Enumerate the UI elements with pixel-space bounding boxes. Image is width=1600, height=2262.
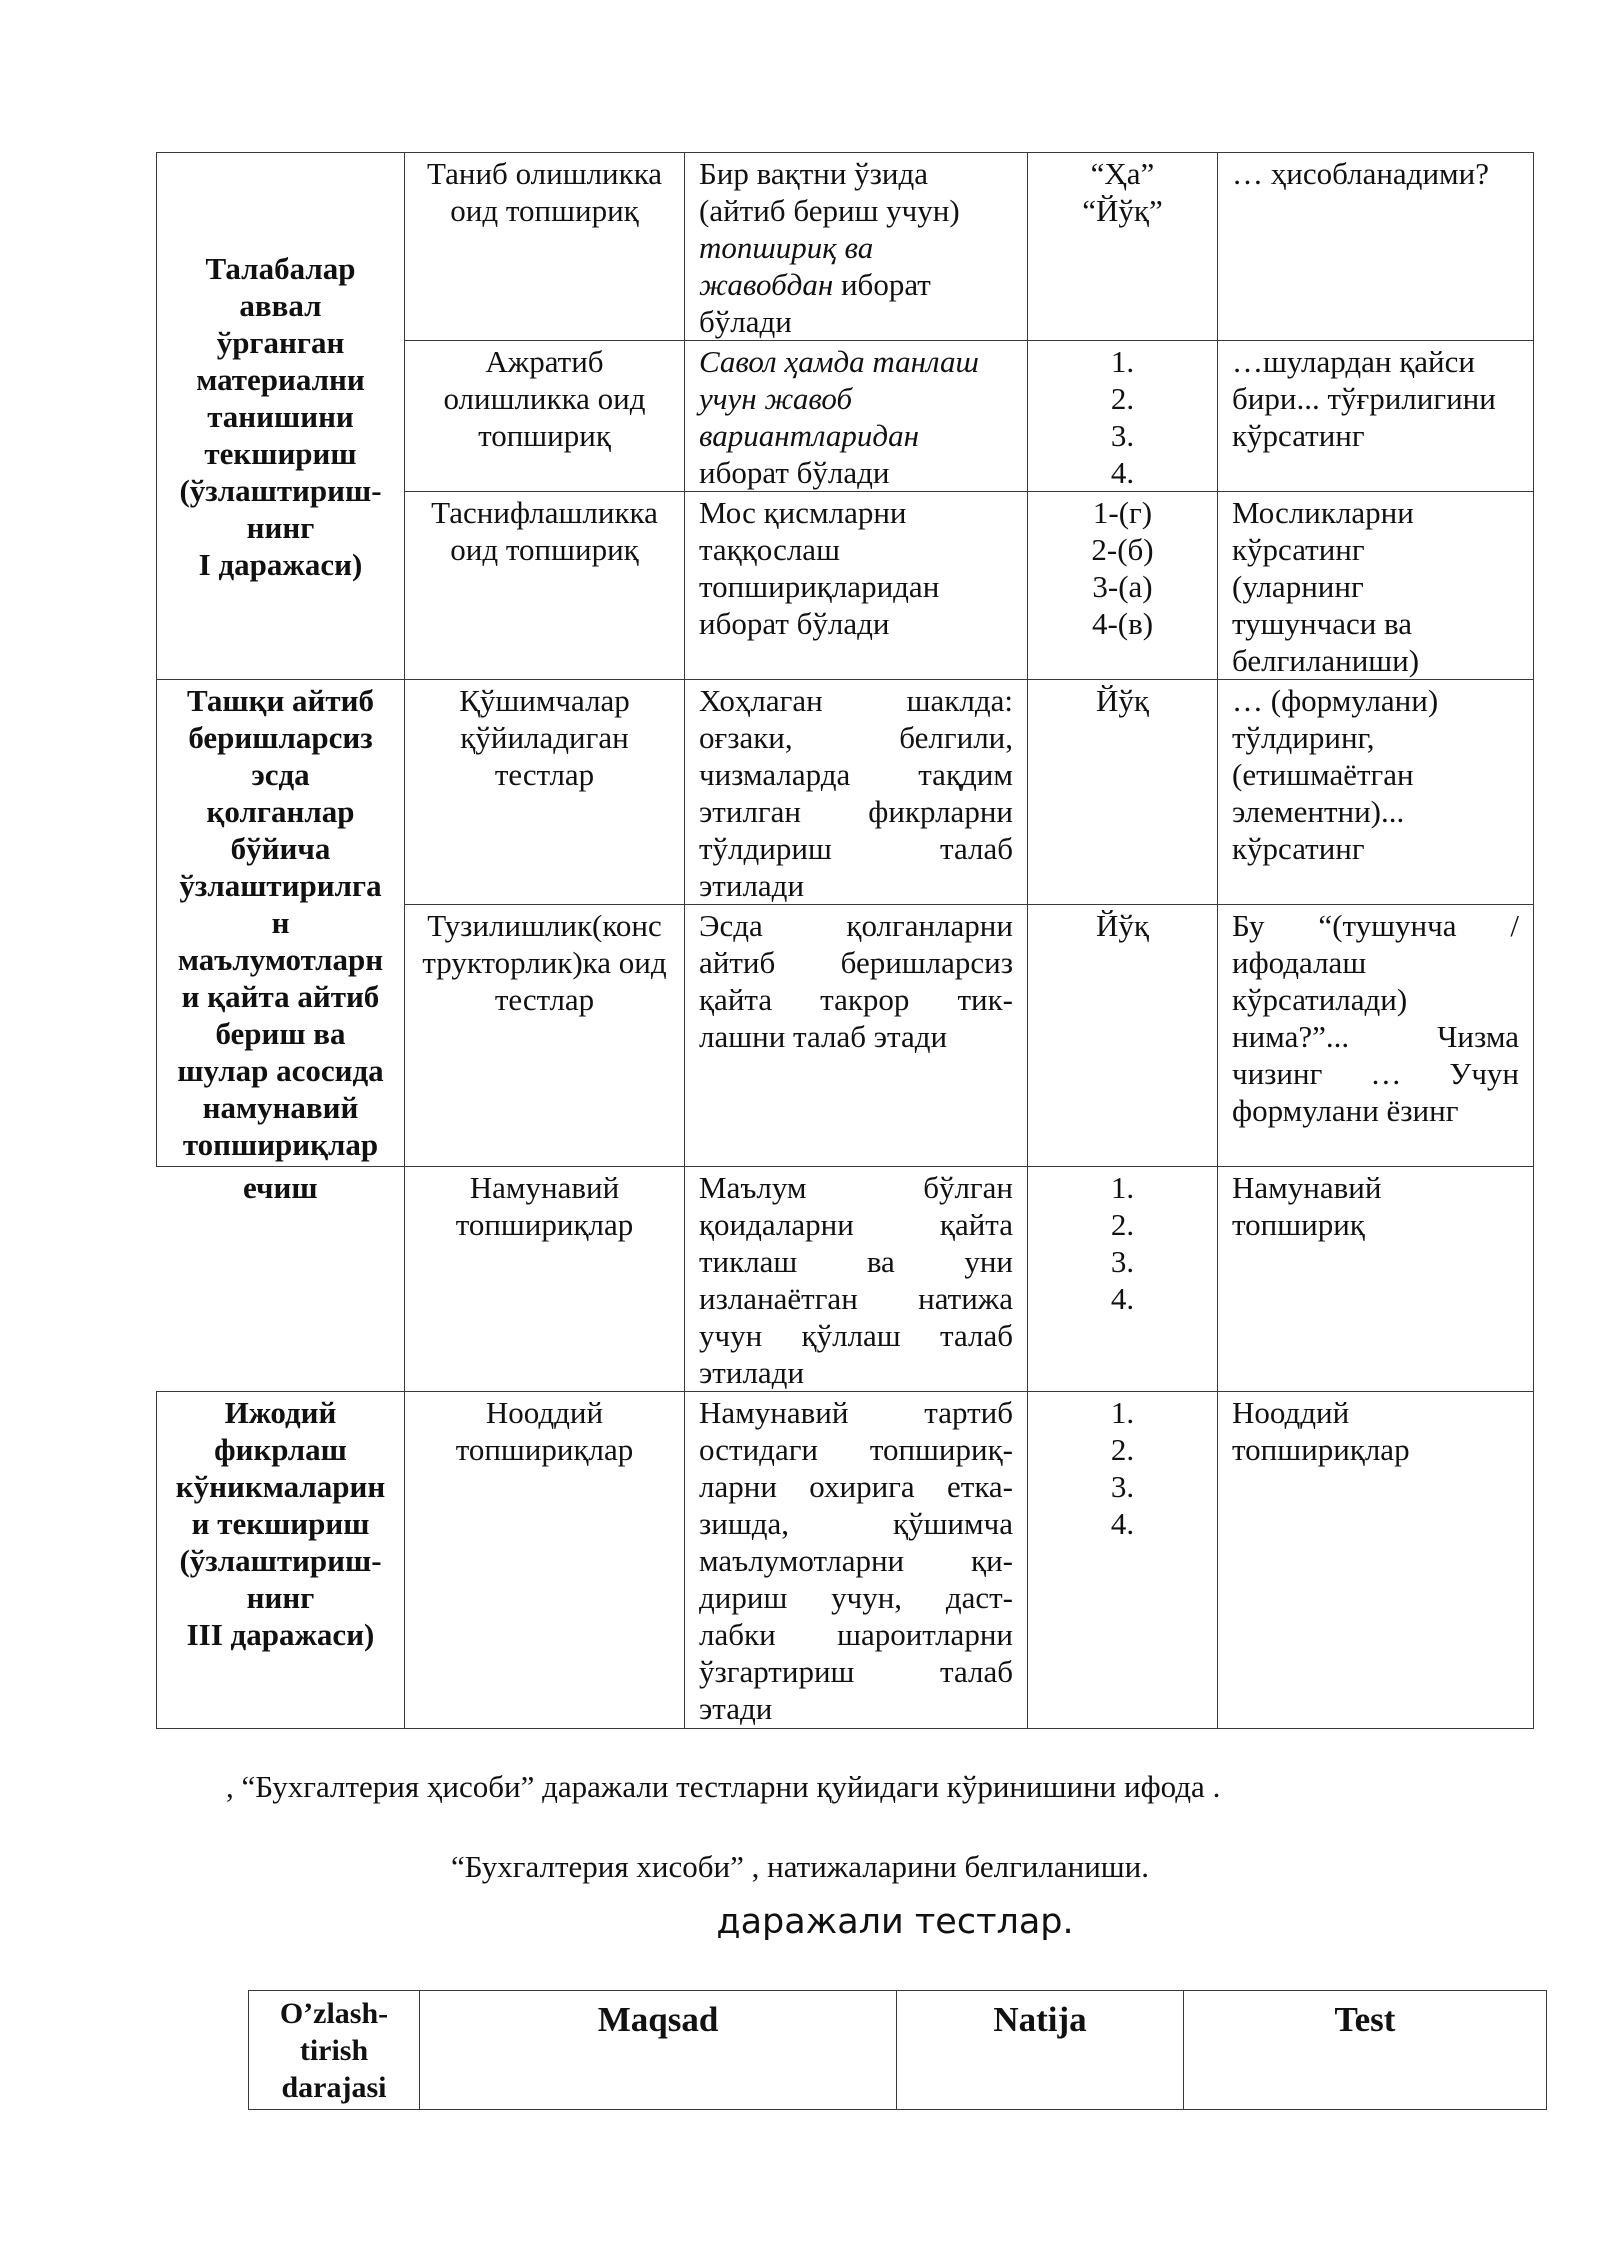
description-cell: Намунавий тартиб остидаги топшириқ- ларни охирига етка- зишда, қўшимча маълумотларни қи- дириш учун, даст- лабки шароитларни ўзгартириш талаб этади [685, 1392, 1028, 1729]
level-cell: Талабалар аввал ўрганган материални танишини текшириш (ўзлаштириш- нинг I даражаси) [157, 153, 405, 680]
table-row [157, 1167, 1534, 1392]
table-row [157, 680, 1534, 905]
paragraph-tests-description: , “Бухгалтерия ҳисоби” даражали тестларни қуйидаги кўринишини ифода . [226, 1769, 1221, 1804]
header-goal: Maqsad [420, 1991, 897, 2110]
task-type-cell: Таниб олишликка оид топшириқ [405, 153, 685, 341]
task-type-cell: Тузилишлик(конс трукторлик)ка оид тестлар [405, 905, 685, 1167]
question-cell: … ҳисобланадими? [1218, 153, 1534, 341]
level-cell: Ижодий фикрлаш кўникмаларин и текшириш (ўзлаштириш- нинг III даражаси) [157, 1392, 405, 1729]
task-type-cell: Намунавий топшириқлар [405, 1167, 685, 1392]
description-cell: Маълум бўлган қоидаларни қайта тиклаш ва уни изланаётган натижа учун қўллаш талаб этилади [685, 1167, 1028, 1392]
table-row [157, 1392, 1534, 1729]
level-cell-tail: ечиш [157, 1167, 405, 1392]
description-cell: Бир вақтни ўзида (айтиб бериш учун) топшириқ ва жавобдан иборат бўлади [685, 153, 1028, 341]
answer-cell: Йўқ [1028, 905, 1218, 1167]
paragraph-level-tests: даражали тестлар. [716, 1902, 1074, 1942]
task-type-cell: Қўшимчалар қўйиладиган тестлар [405, 680, 685, 905]
description-cell: Мос қисмларни таққослаш топшириқларидан иборат бўлади [685, 492, 1028, 680]
paragraph-results-heading: “Бухгалтерия хисоби” , натижаларини белгиланиши. [450, 1849, 1150, 1884]
description-cell: Эсда қолганларни айтиб беришларсиз қайта такрор тик- лашни талаб этади [685, 905, 1028, 1167]
description-cell: Савол ҳамда танлаш учун жавоб вариантларидан иборат бўлади [685, 341, 1028, 492]
header-mastery-level: O’zlash- tirish darajasi [249, 1991, 420, 2110]
question-cell: Мосликларни кўрсатинг (уларнинг тушунчаси ва белгиланиши) [1218, 492, 1534, 680]
answer-cell: Йўқ [1028, 680, 1218, 905]
answer-cell: 1-(г) 2-(б) 3-(а) 4-(в) [1028, 492, 1218, 680]
table-row [157, 153, 1534, 341]
header-test: Test [1184, 1991, 1547, 2110]
answer-cell: 1. 2. 3. 4. [1028, 341, 1218, 492]
question-cell: Нооддий топшириқлар [1218, 1392, 1534, 1729]
question-cell: … (формулани) тўлдиринг, (етишмаётган элементни)... кўрсатинг [1218, 680, 1534, 905]
task-type-cell: Нооддий топшириқлар [405, 1392, 685, 1729]
answer-cell: 1. 2. 3. 4. [1028, 1167, 1218, 1392]
header-result: Natija [897, 1991, 1184, 2110]
level-cell: Ташқи айтиб беришларсиз эсда қолганлар бўйича ўзлаштирилга н маълумотларн и қайта айтиб бериш ва шулар асосида намунавий топшириқлар [157, 680, 405, 1167]
task-type-cell: Таснифлашликка оид топшириқ [405, 492, 685, 680]
question-cell: Бу “(тушунча / ифодалаш кўрсатилади) нима?”... Чизма чизинг … Учун формулани ёзинг [1218, 905, 1534, 1167]
question-cell: Намунавий топшириқ [1218, 1167, 1534, 1392]
answer-cell: “Ҳа” “Йўқ” [1028, 153, 1218, 341]
mastery-level-table [248, 1990, 1547, 2110]
table-header-row [249, 1991, 1547, 2110]
answer-cell: 1. 2. 3. 4. [1028, 1392, 1218, 1729]
question-cell: …шулардан қайси бири... тўғрилигини кўрсатинг [1218, 341, 1534, 492]
description-cell: Хоҳлаган шаклда: оғзаки, белгили, чизмаларда тақдим этилган фикрларни тўлдириш талаб этилади [685, 680, 1028, 905]
assessment-levels-table [156, 152, 1534, 1729]
task-type-cell: Ажратиб олишликка оид топшириқ [405, 341, 685, 492]
